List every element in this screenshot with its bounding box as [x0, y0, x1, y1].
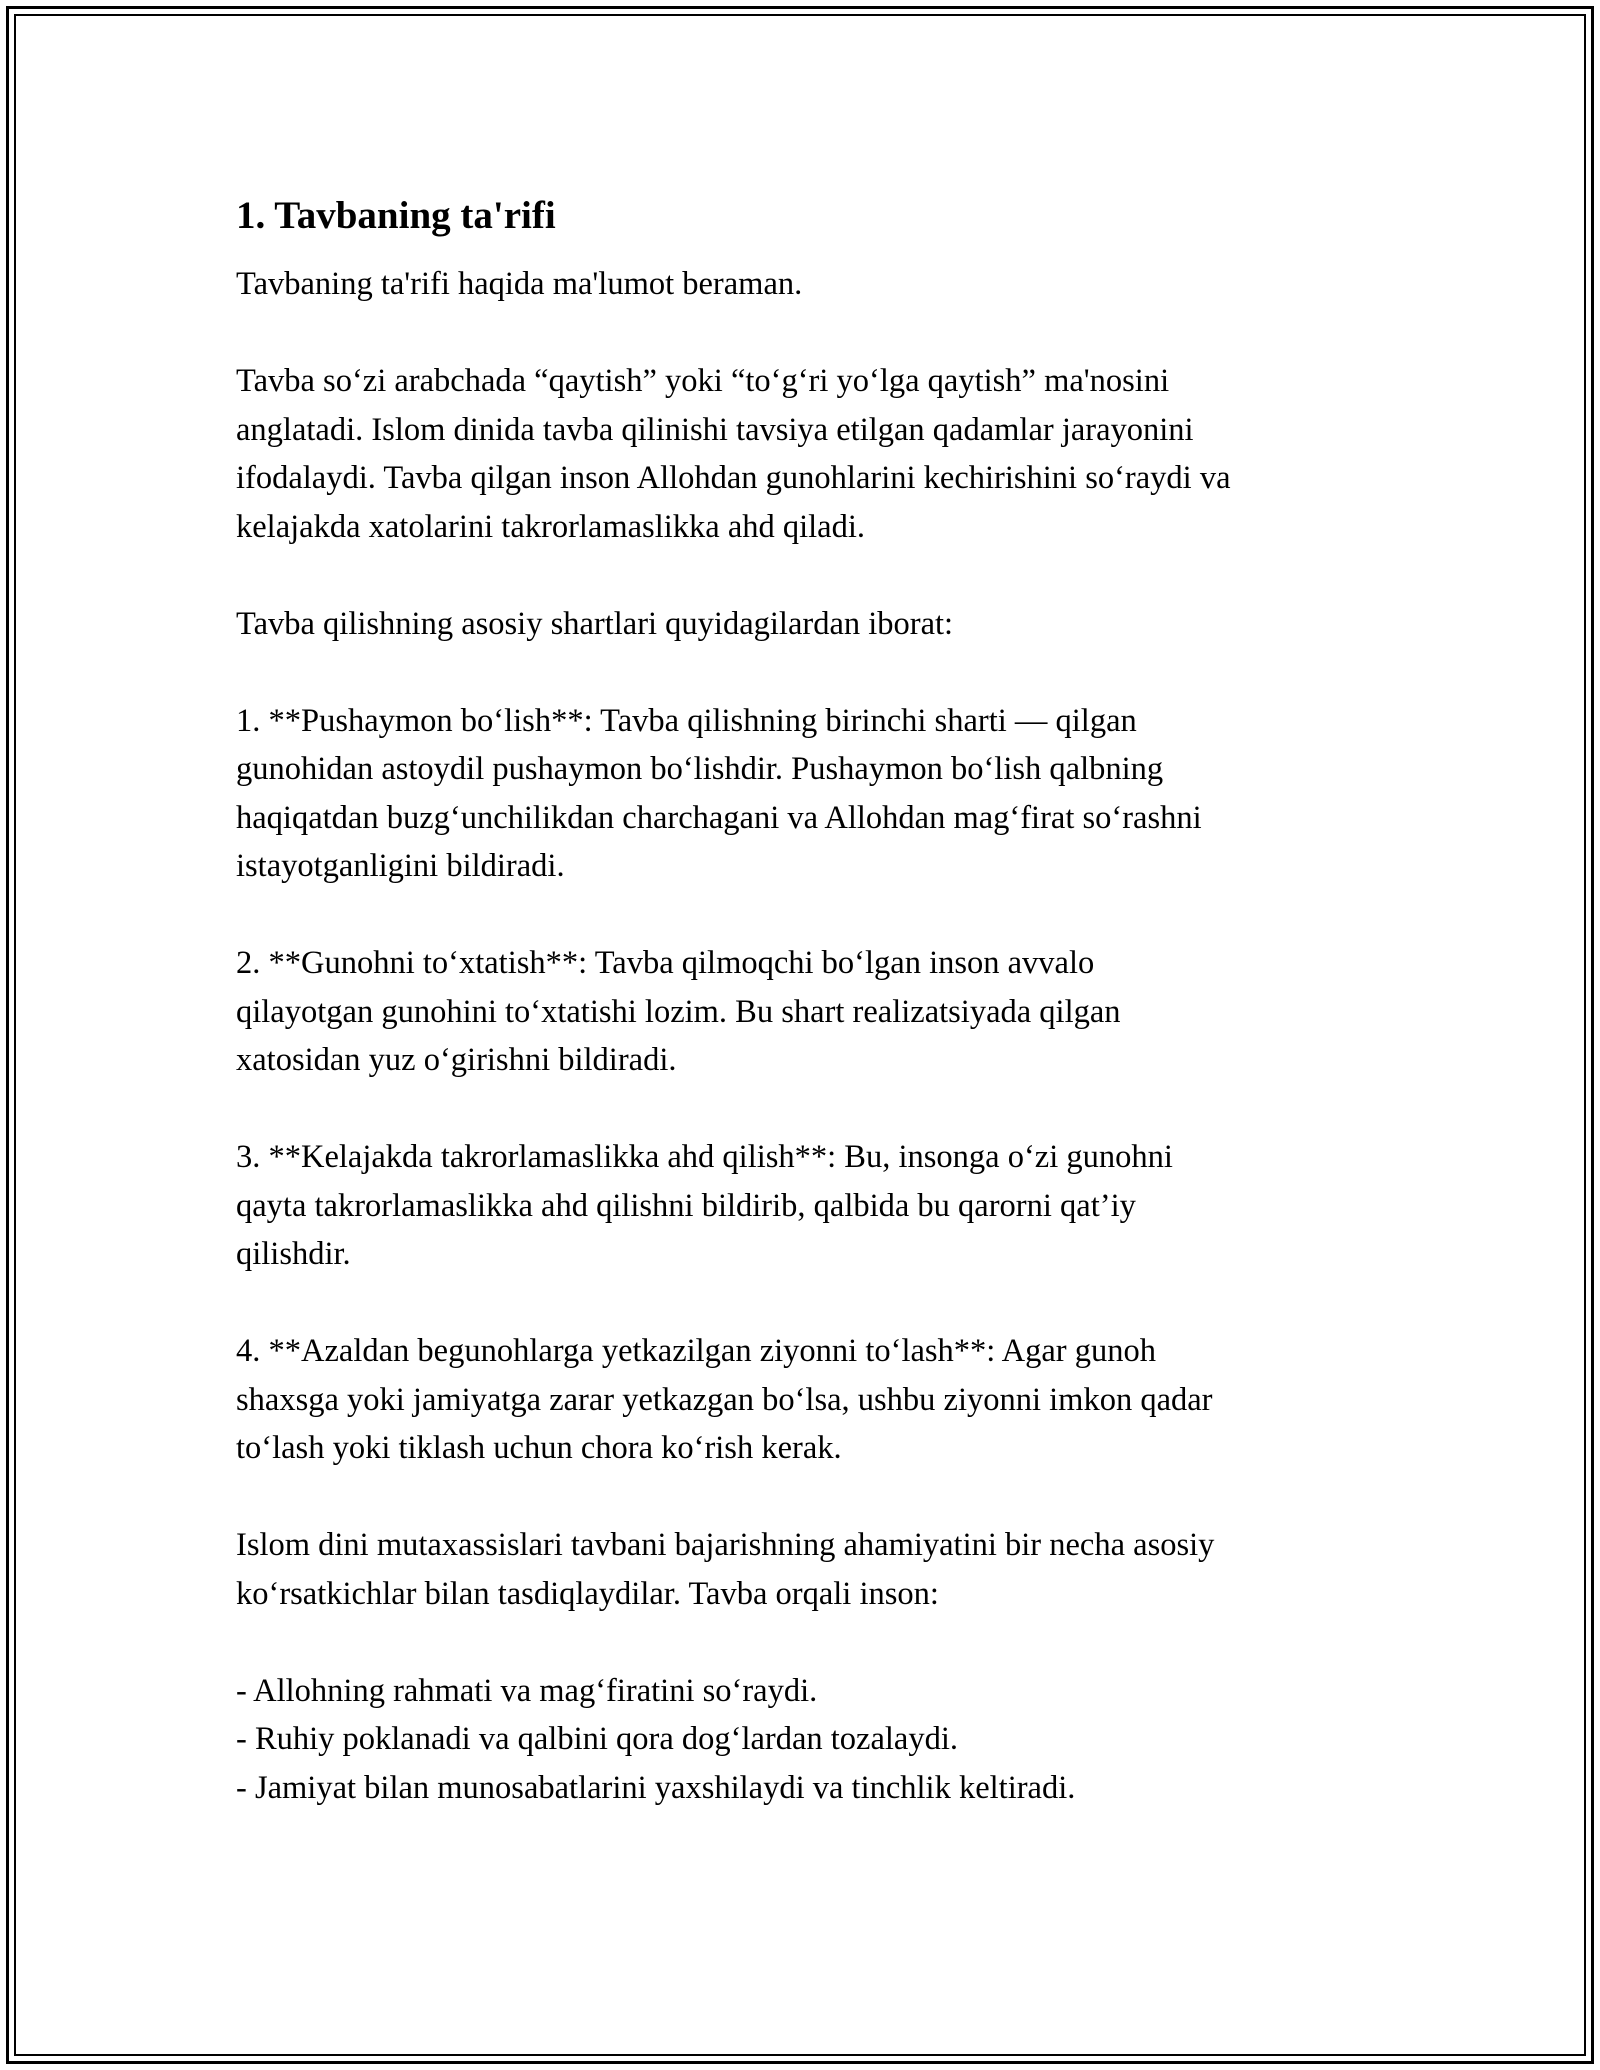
condition-item: 3. **Kelajakda takrorlamaslikka ahd qilish**: Bu, insonga o‘zi gunohni qayta takrorlamaslikka ahd qilishni bildirib, qalbida bu qarorni qat’iy qilishdir. [236, 1139, 1173, 1272]
intro-paragraph: Tavbaning ta'rifi haqida ma'lumot beraman. [236, 266, 803, 302]
condition-item: 4. **Azaldan begunohlarga yetkazilgan ziyonni to‘lash**: Agar gunoh shaxsga yoki jamiyatga zarar yetkazgan bo‘lsa, ushbu ziyonni imkon qadar to‘lash yoki tiklash uchun chora ko‘rish kerak. [236, 1333, 1213, 1466]
condition-item: 2. **Gunohni to‘xtatish**: Tavba qilmoqchi bo‘lgan inson avvalo qilayotgan gunohini to‘xtatishi lozim. Bu shart realizatsiyada qilgan xatosidan yuz o‘girishni bildiradi. [236, 945, 1121, 1078]
benefit-item: - Allohning rahmati va mag‘firatini so‘raydi. [236, 1672, 818, 1709]
definition-paragraph: Tavba so‘zi arabchada “qaytish” yoki “to‘g‘ri yo‘lga qaytish” ma'nosini anglatadi. Islom dinida tavba qilinishi tavsiya etilgan qadamlar jarayonini ifodalaydi. Tavba qilgan inson Allohdan gunohlarini kechirishini so‘raydi va kelajakda xatolarini takrorlamaslikka ahd qiladi. [236, 363, 1231, 545]
benefit-item: - Jamiyat bilan munosabatlarini yaxshilaydi va tinchlik keltiradi. [236, 1769, 1076, 1806]
conditions-intro-paragraph: Tavba qilishning asosiy shartlari quyidagilardan iborat: [236, 605, 954, 642]
benefit-item: - Ruhiy poklanadi va qalbini qora dog‘lardan tozalaydi. [236, 1721, 959, 1757]
section-heading: 1. Tavbaning ta'rifi [236, 194, 556, 237]
document-body [236, 180, 1366, 1812]
condition-item: 1. **Pushaymon bo‘lish**: Tavba qilishning birinchi sharti — qilgan gunohidan astoydil pushaymon bo‘lishdir. Pushaymon bo‘lish qalbning haqiqatdan buzg‘unchilikdan charchagani va Allohdan mag‘firat so‘rashni istayotganligini bildiradi. [236, 702, 1202, 884]
importance-paragraph: Islom dini mutaxassislari tavbani bajarishning ahamiyatini bir necha asosiy ko‘rsatkichlar bilan tasdiqlaydilar. Tavba orqali inson: [236, 1527, 1215, 1612]
benefits-list [236, 1667, 1366, 1813]
